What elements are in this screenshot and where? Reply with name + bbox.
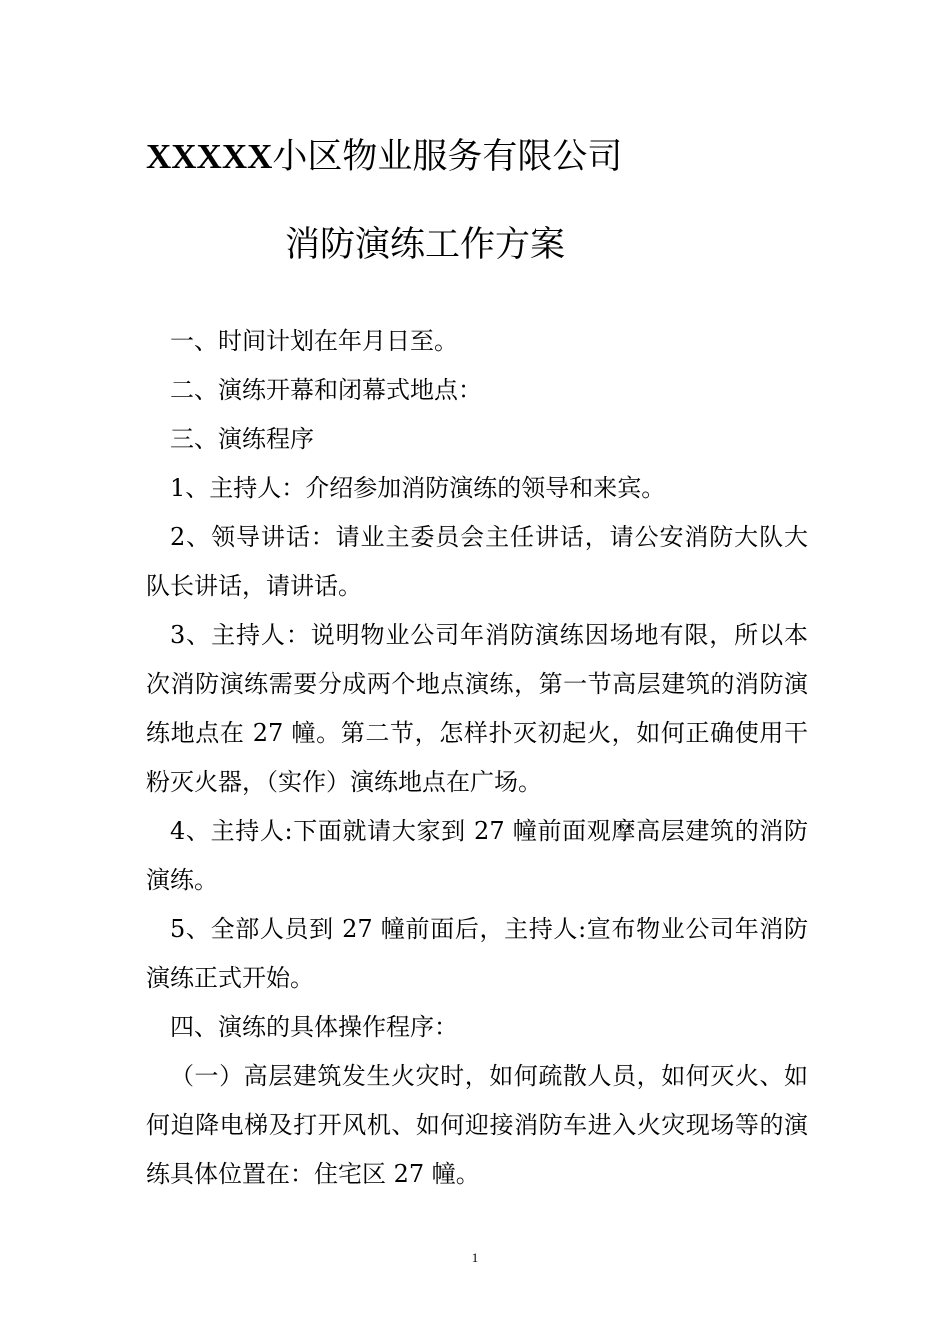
section-1-time-plan: 一、时间计划在年月日至。 — [170, 327, 458, 355]
operation-item-1: （一）高层建筑发生火灾时，如何疏散人员，如何灭火、如何迫降电梯及打开风机、如何迎接消防车进入火灾现场等的演练具体位置在：住宅区 27 幢。 — [146, 1062, 808, 1188]
document-subtitle: 消防演练工作方案 — [285, 225, 566, 265]
procedure-item-5: 5、全部人员到 27 幢前面后，主持人:宣布物业公司年消防演练正式开始。 — [146, 915, 808, 992]
document-body — [146, 317, 808, 1199]
procedure-item-2: 2、领导讲话：请业主委员会主任讲话，请公安消防大队大队长讲话，请讲话。 — [146, 523, 808, 600]
section-3-drill-procedure: 三、演练程序 — [170, 425, 314, 453]
procedure-item-3: 3、主持人：说明物业公司年消防演练因场地有限，所以本次消防演练需要分成两个地点演练，第一节高层建筑的消防演练地点在 27 幢。第二节，怎样扑灭初起火，如何正确使用干粉灭火器，（实作）演练地点在广场。 — [146, 621, 808, 796]
document-title-company — [146, 134, 622, 180]
company-name-rest: 小区物业服务有限公司 — [272, 137, 623, 177]
section-2-ceremony-location: 二、演练开幕和闭幕式地点： — [170, 376, 482, 404]
company-name-placeholder: XXXXX — [146, 137, 273, 176]
procedure-item-4: 4、主持人:下面就请大家到 27 幢前面观摩高层建筑的消防演练。 — [146, 817, 808, 894]
page-number: 1 — [471, 1250, 479, 1265]
procedure-item-1: 1、主持人：介绍参加消防演练的领导和来宾。 — [170, 474, 666, 502]
section-4-operation-procedure: 四、演练的具体操作程序： — [170, 1013, 458, 1041]
